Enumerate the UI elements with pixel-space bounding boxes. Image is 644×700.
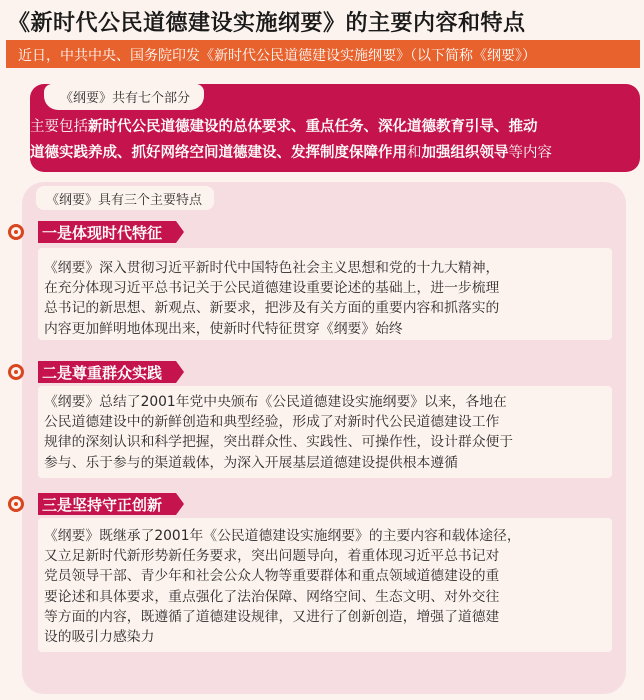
feature-line: 等方面的内容，既遵循了道德建设规律，又进行了创新创造，增强了道德建 (44, 608, 500, 625)
feature-line: 党员领导干部、青少年和社会公众人物等重要群体和重点领域道德建设的重 (44, 568, 500, 585)
feature-line: 总书记的新思想、新观点、新要求，把涉及有关方面的重要内容和抓落实的 (44, 300, 500, 317)
parts-summary-segment: 新时代公民道德建设的总体要求、重点任务、深化道德教育引导、推动 (88, 119, 538, 135)
feature-heading-2: 二是尊重群众实践 (38, 361, 176, 383)
feature-line: 《纲要》总结了2001年党中央颁布《公民道德建设实施纲要》以来，各地在 (44, 394, 507, 410)
page-title: 《新时代公民道德建设实施纲要》的主要内容和特点 (8, 11, 526, 36)
intro-banner: 近日，中共中央、国务院印发《新时代公民道德建设实施纲要》（以下简称《纲要》） (6, 40, 640, 68)
feature-body-1 (44, 258, 610, 339)
parts-summary-line-2 (30, 140, 635, 166)
parts-summary-segment: 和 (407, 145, 422, 161)
feature-line: 《纲要》既继承了2001年《公民道德建设实施纲要》的主要内容和载体途径， (44, 528, 521, 544)
bullet-ring-icon (8, 364, 24, 380)
feature-line: 公民道德建设中的新鲜创造和典型经验，形成了对新时代公民道德建设工作 (44, 414, 500, 431)
parts-summary-segment: 主要包括 (30, 119, 88, 135)
feature-line: 设的吸引力感染力 (44, 629, 155, 646)
feature-line: 又立足新时代新形势新任务要求，突出问题导向，着重体现习近平总书记对 (44, 548, 500, 565)
feature-line: 规律的深刻认识和科学把握，突出群众性、实践性、可操作性，设计群众便于 (44, 434, 514, 451)
bullet-ring-icon (8, 224, 24, 240)
parts-tab-label: 《纲要》共有七个部分 (44, 84, 204, 110)
feature-heading-3: 三是坚持守正创新 (38, 493, 176, 515)
parts-summary-segment: 道德实践养成、抓好网络空间道德建设、发挥制度保障作用 (30, 145, 407, 161)
parts-summary-segment: 等内容 (508, 145, 552, 161)
feature-line: 内容更加鲜明地体现出来，使新时代特征贯穿《纲要》始终 (44, 320, 403, 337)
feature-body-2 (44, 392, 610, 473)
feature-line: 《纲要》深入贯彻习近平新时代中国特色社会主义思想和党的十九大精神， (44, 260, 500, 276)
features-tab-label: 《纲要》具有三个主要特点 (36, 186, 214, 210)
bullet-ring-icon (8, 496, 24, 512)
feature-line: 在充分体现习近平总书记关于公民道德建设重要论述的基础上，进一步梳理 (44, 280, 500, 297)
feature-body-3 (44, 526, 610, 647)
parts-summary-line-1 (30, 114, 635, 140)
feature-line: 参与、乐于参与的渠道载体，为深入开展基层道德建设提供根本遵循 (44, 454, 458, 471)
feature-heading-1: 一是体现时代特征 (38, 221, 176, 243)
feature-line: 要论述和具体要求，重点强化了法治保障、网络空间、生态文明、对外交往 (44, 588, 500, 605)
parts-summary-segment: 加强组织领导 (421, 145, 509, 161)
parts-summary (30, 114, 635, 166)
